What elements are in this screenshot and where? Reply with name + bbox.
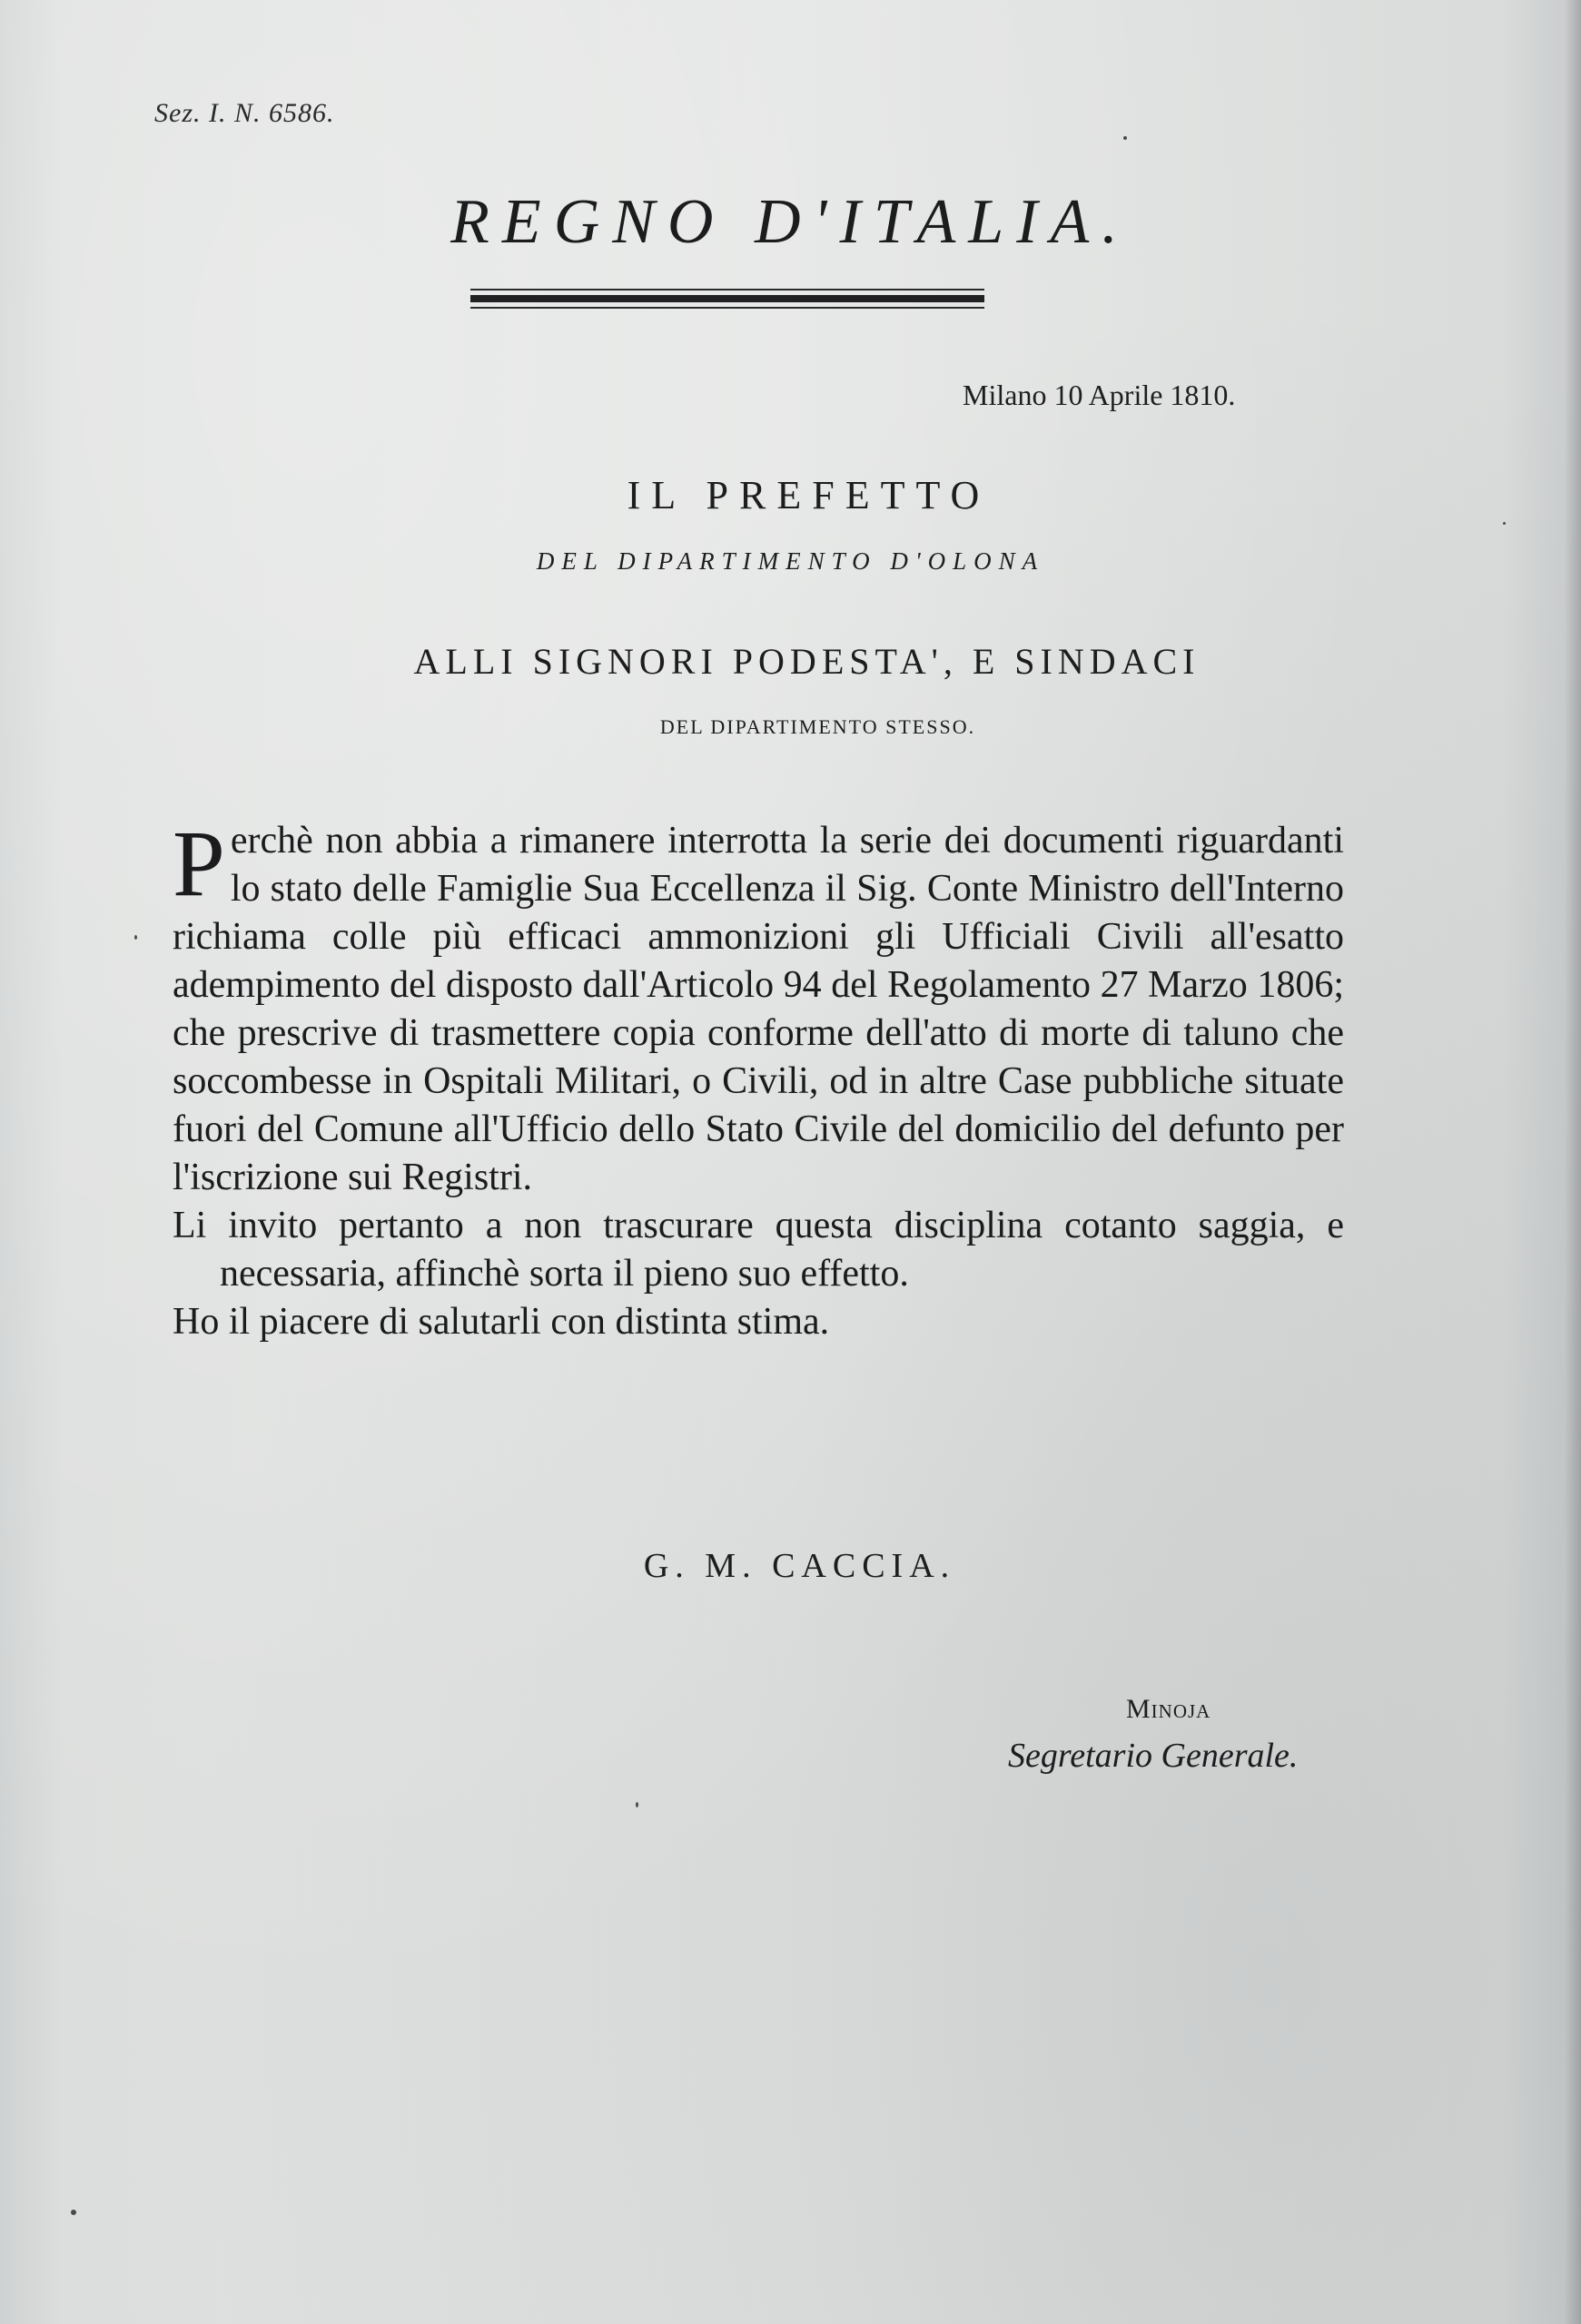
secretary-name: Minoja	[1126, 1694, 1211, 1724]
heading-rule-thick	[470, 295, 984, 302]
heading-rule-bottom	[470, 307, 984, 309]
drop-cap: P	[173, 812, 225, 916]
kingdom-heading: REGNO D'ITALIA.	[450, 187, 1131, 257]
secretary-title: Segretario Generale.	[1008, 1737, 1299, 1775]
paragraph-1	[173, 812, 1344, 1202]
paper-speck	[134, 935, 137, 940]
paragraph-1-text: erchè non abbia a rimanere interrotta la serie dei documenti riguardanti lo stato delle Famiglie Sua Eccellenza il Sig. Conte Ministro dell'Interno richiama colle più efficaci ammonizioni gli Ufficiali Civili all'esatto adempimento del disposto dall'Articolo 94 del Regolamento 27 Marzo 1806; che prescrive di trasmettere copia conforme dell'atto di morte di taluno che soccombesse in Ospitali Militari, o Civili, od in altre Case pubbliche situate fuori del Comune all'Ufficio dello Stato Civile del domicilio del defunto per l'iscrizione sui Registri.	[173, 820, 1344, 1198]
addressees-sub: DEL DIPARTIMENTO STESSO.	[659, 715, 976, 738]
closing-line: Ho il piacere di salutarli con distinta stima.	[173, 1301, 830, 1343]
letter-body	[173, 812, 1344, 1346]
issuer-title: IL PREFETTO	[627, 473, 991, 517]
paper-speck	[1503, 522, 1506, 525]
reference-number: Sez. I. N. 6586.	[154, 98, 335, 128]
paper-speck	[1123, 136, 1127, 140]
dateline: Milano 10 Aprile 1810.	[963, 379, 1236, 411]
issuer-department: DEL DIPARTIMENTO D'OLONA	[536, 547, 1045, 575]
paragraph-2: Li invito pertanto a non trascurare questa disciplina cotanto saggia, e necessaria, affinchè sorta il pieno suo effetto.	[173, 1205, 1344, 1295]
addressees: ALLI SIGNORI PODESTA', E SINDACI	[413, 641, 1201, 682]
paper-speck	[636, 1802, 638, 1807]
paper-speck	[71, 2210, 76, 2215]
heading-rule-top	[470, 289, 984, 290]
signatory: G. M. CACCIA.	[643, 1547, 956, 1585]
